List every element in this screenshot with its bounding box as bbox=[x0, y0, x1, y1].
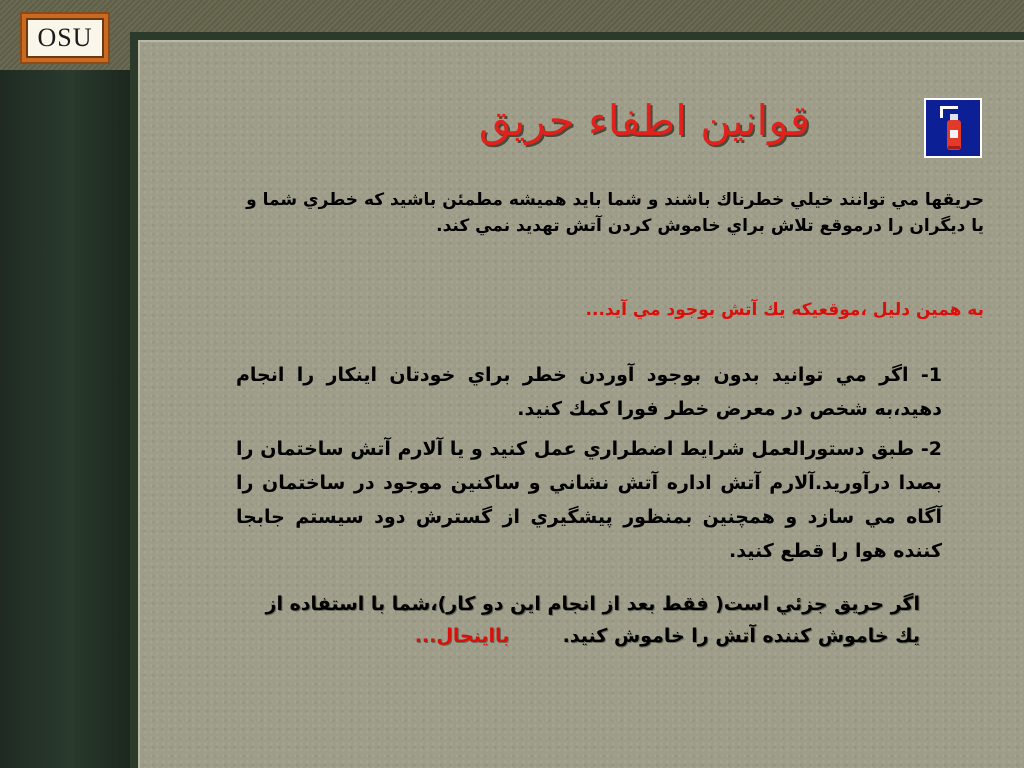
logo-text: OSU bbox=[37, 23, 93, 52]
osu-logo bbox=[20, 12, 110, 64]
fire-extinguisher-icon bbox=[924, 98, 982, 158]
note-text: اگر حريق جزئي است( فقط بعد از انجام اين دو كار)،شما با استفاده از يك خاموش كننده آتش را خاموش كنيد. bbox=[265, 593, 920, 647]
note-highlight: بااينحال... bbox=[414, 625, 510, 647]
red-line: به همين دليل ،موقعيكه يك آتش بوجود مي آيد... bbox=[585, 300, 984, 320]
item-number: 1- bbox=[920, 364, 942, 386]
list-item bbox=[236, 432, 942, 568]
left-strip bbox=[0, 70, 130, 768]
item-text: طبق دستورالعمل شرايط اضطراري عمل كنيد و يا آلارم آتش ساختمان را بصدا درآوريد.آلارم آتش اداره آتش نشاني و ساكنين موجود در ساختمان را آگاه مي سازد و همچنين بمنظور پيشگيري از گسترش دود سيستم جابجا كننده هوا را قطع كنيد. bbox=[236, 438, 942, 562]
item-number: 2- bbox=[920, 438, 942, 460]
slide-title: قوانين اطفاء حريق bbox=[478, 96, 810, 145]
item-text: اگر مي توانيد بدون بوجود آوردن خطر براي خودتان اينكار را انجام دهيد،به شخص در معرض خطر فورا كمك كنيد. bbox=[236, 364, 942, 420]
intro-paragraph: حريقها مي توانند خيلي خطرناك باشند و شما بايد هميشه مطمئن باشيد كه خطري شما و يا ديگران را درموقع تلاش براي خاموش كردن آتش تهديد نمي كند. bbox=[246, 190, 984, 236]
note-paragraph bbox=[236, 588, 920, 652]
list-item bbox=[236, 358, 942, 426]
